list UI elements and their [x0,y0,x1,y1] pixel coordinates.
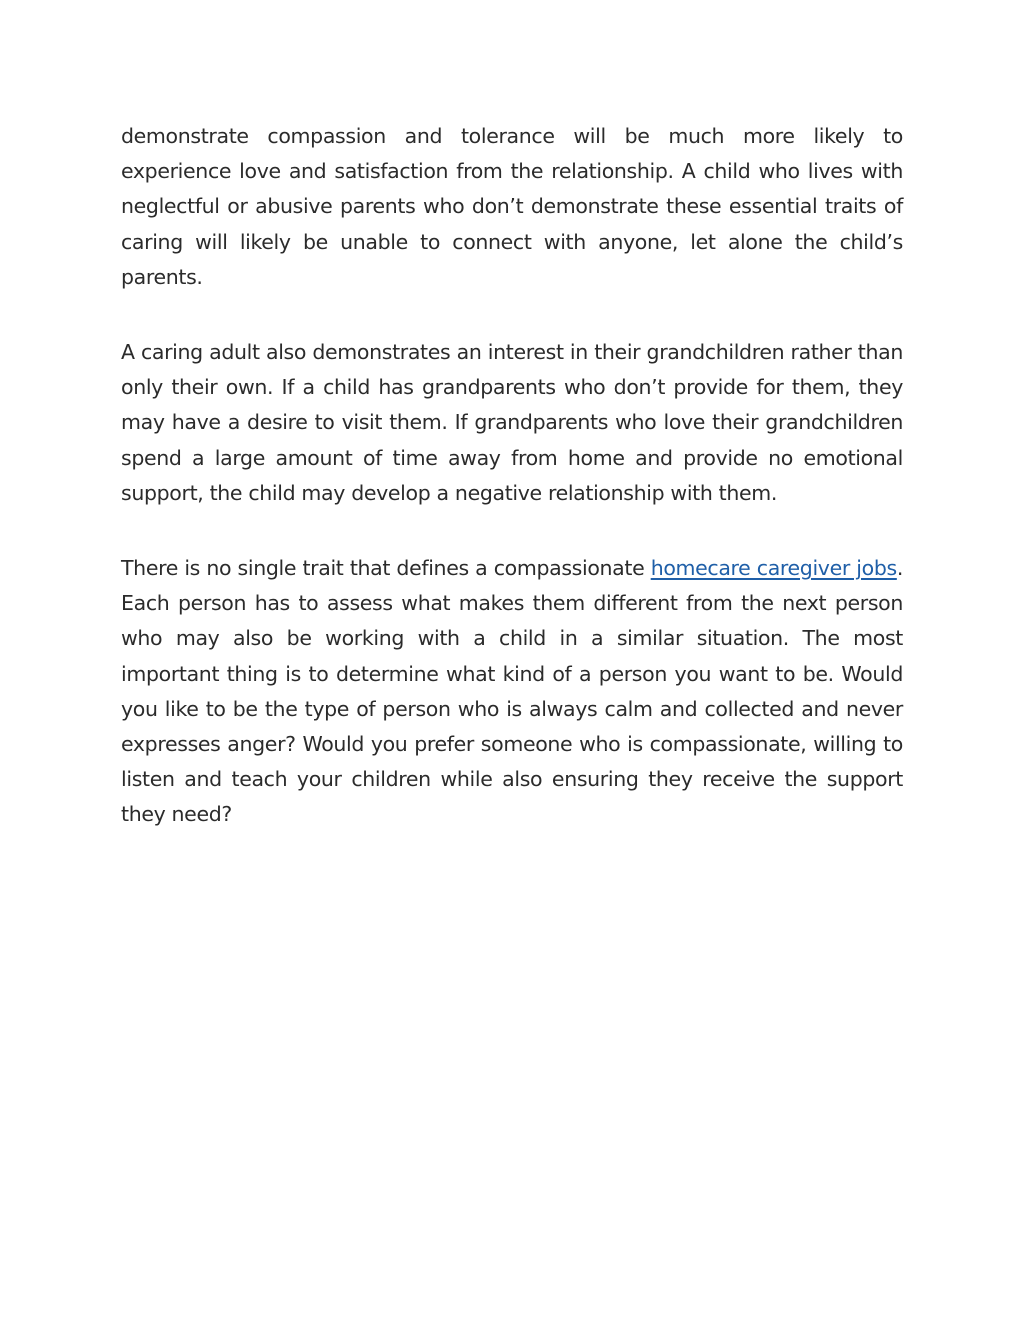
paragraph-3-text-after-link: . Each person has to assess what makes them different from the next person who may also be working with a child in a similar situation. The most important thing is to determine what kind of a person you want to be. Would you like to be the type of person who is always calm and collected and never expresses anger? Would you prefer someone who is compassionate, willing to listen and teach your children while also ensuring they receive the support they need? [121,556,903,827]
paragraph-3-text-before-link: There is no single trait that defines a compassionate [121,556,651,581]
paragraph-3 [121,551,903,833]
paragraph-2: A caring adult also demonstrates an interest in their grandchildren rather than only their own. If a child has grandparents who don’t provide for them, they may have a desire to visit them. If grandparents who love their grandchildren spend a large amount of time away from home and provide no emotional support, the child may develop a negative relationship with them. [121,340,903,505]
document-body [121,119,903,873]
homecare-caregiver-jobs-link[interactable]: homecare caregiver jobs [650,556,897,581]
paragraph-1: demonstrate compassion and tolerance will be much more likely to experience love and satisfaction from the relationship. A child who lives with neglectful or abusive parents who don’t demonstrate these essential traits of caring will likely be unable to connect with anyone, let alone the child’s parents. [121,124,903,289]
